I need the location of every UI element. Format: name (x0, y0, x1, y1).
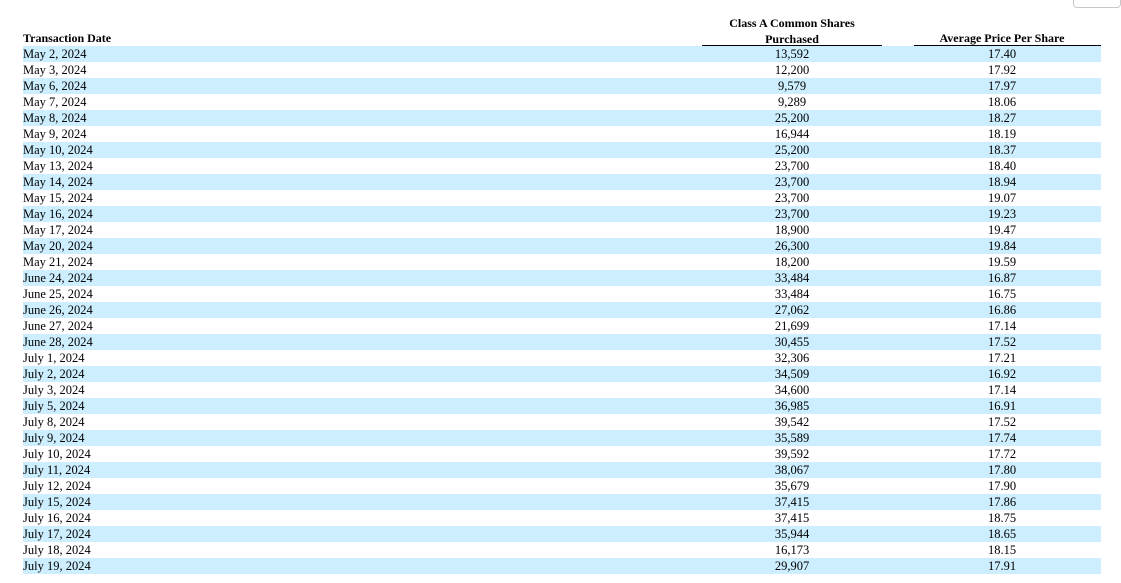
cell-shares-purchased: 37,415 (774, 511, 810, 525)
cell-transaction-date: July 5, 2024 (23, 399, 85, 413)
table-row (23, 494, 1101, 510)
cell-transaction-date: July 15, 2024 (23, 495, 91, 509)
cell-transaction-date: May 3, 2024 (23, 63, 87, 77)
cell-shares-purchased: 23,700 (774, 191, 810, 205)
cell-transaction-date: June 28, 2024 (23, 335, 93, 349)
cell-shares-purchased: 9,579 (777, 79, 807, 93)
cell-average-price: 18.37 (987, 143, 1017, 157)
header-shares-line1: Class A Common Shares (729, 16, 855, 30)
table-row (23, 350, 1101, 366)
cell-transaction-date: May 20, 2024 (23, 239, 93, 253)
transactions-table (23, 46, 1101, 574)
cell-shares-purchased: 23,700 (774, 207, 810, 221)
table-row (23, 430, 1101, 446)
table-row (23, 206, 1101, 222)
table-row (23, 190, 1101, 206)
cell-transaction-date: May 2, 2024 (23, 47, 87, 61)
cell-average-price: 17.97 (987, 79, 1017, 93)
table-row (23, 286, 1101, 302)
cell-average-price: 17.74 (987, 431, 1017, 445)
cell-average-price: 18.19 (987, 127, 1017, 141)
header-shares-line2: Purchased (765, 32, 819, 46)
cell-average-price: 17.52 (987, 415, 1017, 429)
cell-shares-purchased: 38,067 (774, 463, 810, 477)
table-row (23, 222, 1101, 238)
table-row (23, 462, 1101, 478)
cell-average-price: 16.87 (987, 271, 1017, 285)
cell-shares-purchased: 35,944 (774, 527, 810, 541)
cell-transaction-date: May 10, 2024 (23, 143, 93, 157)
table-row (23, 110, 1101, 126)
cell-shares-purchased: 9,289 (777, 95, 807, 109)
cell-average-price: 18.94 (987, 175, 1017, 189)
cell-average-price: 17.90 (987, 479, 1017, 493)
table-row (23, 526, 1101, 542)
cell-average-price: 16.92 (987, 367, 1017, 381)
header-shares-purchased (702, 15, 882, 47)
cell-transaction-date: July 9, 2024 (23, 431, 85, 445)
cell-average-price: 17.14 (987, 319, 1017, 333)
corner-button-fragment[interactable] (1073, 0, 1121, 8)
table-row (23, 318, 1101, 334)
table-row (23, 126, 1101, 142)
table-row (23, 414, 1101, 430)
cell-transaction-date: June 26, 2024 (23, 303, 93, 317)
cell-average-price: 18.15 (987, 543, 1017, 557)
cell-transaction-date: July 1, 2024 (23, 351, 85, 365)
cell-average-price: 18.06 (987, 95, 1017, 109)
cell-average-price: 17.40 (987, 47, 1017, 61)
cell-average-price: 16.91 (987, 399, 1017, 413)
cell-shares-purchased: 25,200 (774, 143, 810, 157)
table-row (23, 302, 1101, 318)
cell-transaction-date: July 10, 2024 (23, 447, 91, 461)
table-row (23, 62, 1101, 78)
cell-transaction-date: July 19, 2024 (23, 559, 91, 573)
cell-transaction-date: May 21, 2024 (23, 255, 93, 269)
cell-average-price: 17.92 (987, 63, 1017, 77)
cell-shares-purchased: 26,300 (774, 239, 810, 253)
table-row (23, 446, 1101, 462)
cell-average-price: 17.86 (987, 495, 1017, 509)
cell-shares-purchased: 34,600 (774, 383, 810, 397)
cell-average-price: 16.75 (987, 287, 1017, 301)
table-row (23, 510, 1101, 526)
cell-transaction-date: May 9, 2024 (23, 127, 87, 141)
cell-average-price: 17.14 (987, 383, 1017, 397)
cell-average-price: 18.65 (987, 527, 1017, 541)
cell-average-price: 18.75 (987, 511, 1017, 525)
cell-shares-purchased: 39,542 (774, 415, 810, 429)
cell-average-price: 17.21 (987, 351, 1017, 365)
header-average-price: Average Price Per Share (939, 31, 1065, 45)
cell-average-price: 19.84 (987, 239, 1017, 253)
cell-shares-purchased: 32,306 (774, 351, 810, 365)
table-row (23, 398, 1101, 414)
cell-transaction-date: July 8, 2024 (23, 415, 85, 429)
cell-transaction-date: May 6, 2024 (23, 79, 87, 93)
cell-shares-purchased: 16,173 (774, 543, 810, 557)
cell-shares-purchased: 34,509 (774, 367, 810, 381)
table-row (23, 94, 1101, 110)
header-transaction-date: Transaction Date (23, 31, 112, 45)
cell-transaction-date: July 3, 2024 (23, 383, 85, 397)
table-row (23, 366, 1101, 382)
cell-shares-purchased: 23,700 (774, 175, 810, 189)
cell-transaction-date: July 17, 2024 (23, 527, 91, 541)
table-row (23, 238, 1101, 254)
cell-average-price: 19.47 (987, 223, 1017, 237)
cell-shares-purchased: 12,200 (774, 63, 810, 77)
cell-transaction-date: May 17, 2024 (23, 223, 93, 237)
table-row (23, 78, 1101, 94)
cell-average-price: 16.86 (987, 303, 1017, 317)
cell-shares-purchased: 36,985 (774, 399, 810, 413)
cell-transaction-date: May 14, 2024 (23, 175, 93, 189)
table-row (23, 382, 1101, 398)
table-row (23, 478, 1101, 494)
cell-average-price: 17.91 (987, 559, 1017, 573)
table-row (23, 254, 1101, 270)
table-row (23, 542, 1101, 558)
cell-transaction-date: May 8, 2024 (23, 111, 87, 125)
cell-shares-purchased: 30,455 (774, 335, 810, 349)
cell-transaction-date: July 18, 2024 (23, 543, 91, 557)
table-row (23, 334, 1101, 350)
cell-transaction-date: May 16, 2024 (23, 207, 93, 221)
cell-shares-purchased: 37,415 (774, 495, 810, 509)
cell-transaction-date: June 25, 2024 (23, 287, 93, 301)
cell-shares-purchased: 18,200 (774, 255, 810, 269)
cell-transaction-date: May 7, 2024 (23, 95, 87, 109)
table-row (23, 174, 1101, 190)
cell-transaction-date: July 12, 2024 (23, 479, 91, 493)
cell-average-price: 18.27 (987, 111, 1017, 125)
cell-shares-purchased: 29,907 (774, 559, 810, 573)
table-row (23, 558, 1101, 574)
cell-transaction-date: May 13, 2024 (23, 159, 93, 173)
cell-shares-purchased: 35,589 (774, 431, 810, 445)
table-row (23, 158, 1101, 174)
cell-transaction-date: June 24, 2024 (23, 271, 93, 285)
table-row (23, 46, 1101, 62)
cell-shares-purchased: 18,900 (774, 223, 810, 237)
cell-shares-purchased: 27,062 (774, 303, 810, 317)
cell-shares-purchased: 23,700 (774, 159, 810, 173)
table-header (23, 14, 1101, 45)
cell-transaction-date: June 27, 2024 (23, 319, 93, 333)
cell-shares-purchased: 35,679 (774, 479, 810, 493)
cell-average-price: 19.23 (987, 207, 1017, 221)
cell-transaction-date: July 16, 2024 (23, 511, 91, 525)
cell-shares-purchased: 39,592 (774, 447, 810, 461)
cell-average-price: 17.52 (987, 335, 1017, 349)
cell-transaction-date: July 11, 2024 (23, 463, 91, 477)
cell-transaction-date: July 2, 2024 (23, 367, 85, 381)
cell-shares-purchased: 33,484 (774, 287, 810, 301)
cell-shares-purchased: 21,699 (774, 319, 810, 333)
cell-average-price: 18.40 (987, 159, 1017, 173)
table-row (23, 142, 1101, 158)
cell-shares-purchased: 16,944 (774, 127, 810, 141)
cell-shares-purchased: 33,484 (774, 271, 810, 285)
cell-transaction-date: May 15, 2024 (23, 191, 93, 205)
table-row (23, 270, 1101, 286)
cell-average-price: 17.72 (987, 447, 1017, 461)
cell-average-price: 19.07 (987, 191, 1017, 205)
cell-shares-purchased: 25,200 (774, 111, 810, 125)
cell-average-price: 17.80 (987, 463, 1017, 477)
cell-shares-purchased: 13,592 (774, 47, 810, 61)
cell-average-price: 19.59 (987, 255, 1017, 269)
